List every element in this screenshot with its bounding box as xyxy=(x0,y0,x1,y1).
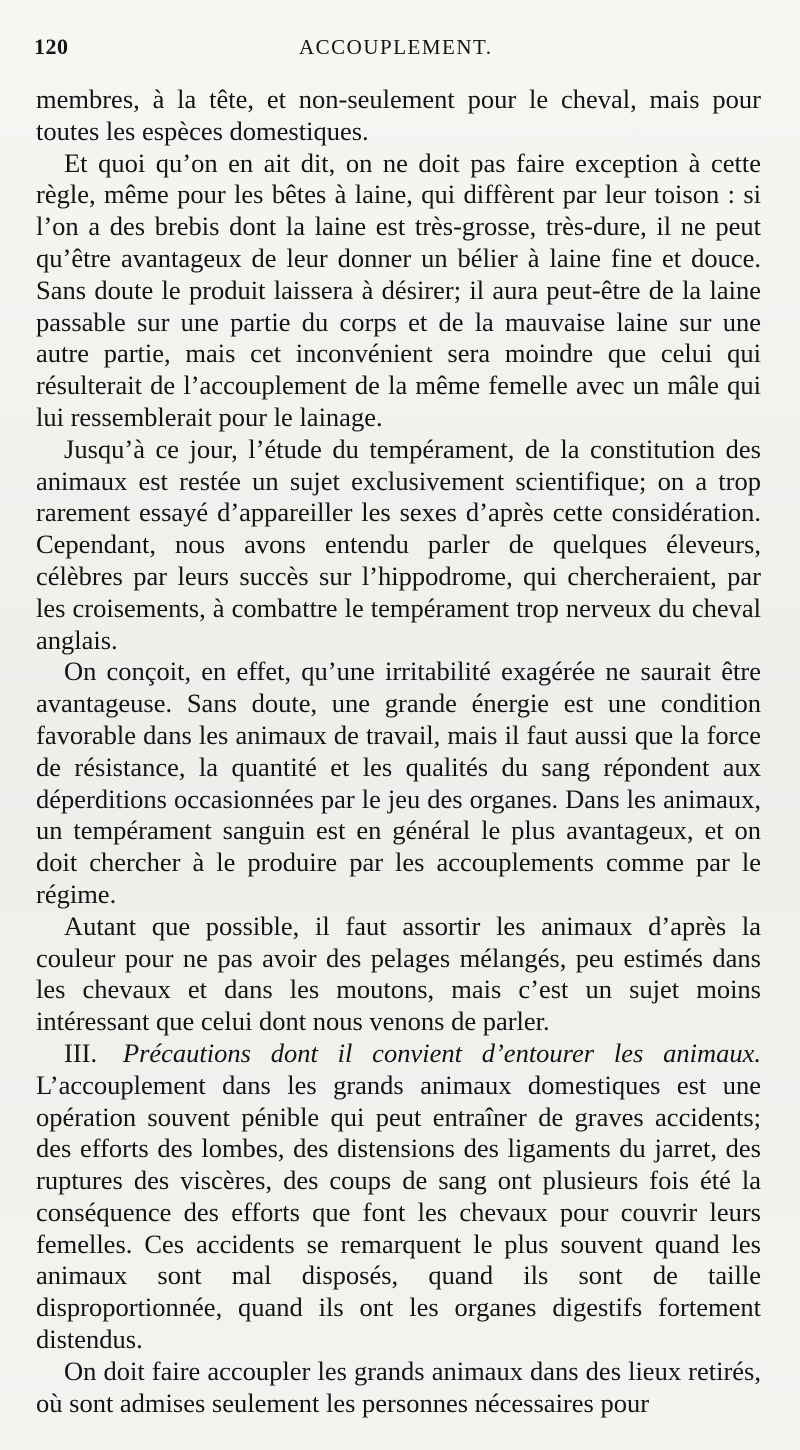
section-paragraph xyxy=(36,1038,761,1356)
paragraph: membres, à la tête, et non-seulement pour le cheval, mais pour toutes les espèces domestiques. xyxy=(36,84,761,146)
body-text xyxy=(36,84,761,1419)
section-title: Précautions dont il convient d’entourer les animaux. xyxy=(122,1037,761,1068)
section-number: III. xyxy=(64,1037,98,1068)
paragraph: Jusqu’à ce jour, l’étude du tempérament, de la constitution des animaux est restée un sujet exclusivement scientifique; on a trop rarement essayé d’appareiller les sexes d’après cette considération. Cependant, nous avons entendu parler de quelques éleveurs, célèbres par leurs succès sur l’hippodrome, qui chercheraient, par les croisements, à combattre le tempérament trop nerveux du cheval anglais. xyxy=(36,433,761,655)
section-text: L’accouplement dans les grands animaux domestiques est une opération souvent pénible qui peut entraîner de graves accidents; des efforts des lombes, des distensions des ligaments du jarret, des ruptures des viscères, des coups de sang ont plusieurs fois été la conséquence des efforts que font les chevaux pour couvrir leurs femelles. Ces accidents se remarquent le plus souvent quand les animaux sont mal disposés, quand ils sont de taille disproportionnée, quand ils ont les organes digestifs fortement distendus. xyxy=(36,1069,761,1355)
paragraph: On doit faire accoupler les grands animaux dans des lieux retirés, où sont admises seulement les personnes nécessaires pour xyxy=(36,1355,761,1418)
paragraph: Autant que possible, il faut assortir les animaux d’après la couleur pour ne pas avoir des pelages mélangés, peu estimés dans les chevaux et dans les moutons, mais c’est un sujet moins intéressant que celui dont nous venons de parler. xyxy=(36,910,761,1037)
running-head: ACCOUPLEMENT. xyxy=(299,35,493,59)
page-header xyxy=(34,34,760,64)
paragraph: On conçoit, en effet, qu’une irritabilité exagérée ne saurait être avantageuse. Sans doute, une grande énergie est une condition favorable dans les animaux de travail, mais il faut aussi que la force de résistance, la quantité et les qualités du sang répondent aux déperditions occasionnées par le jeu des organes. Dans les animaux, un tempérament sanguin est en général le plus avantageux, et on doit chercher à le produire par les accouplements comme par le régime. xyxy=(36,656,761,909)
page-number: 120 xyxy=(34,34,69,59)
paragraph: Et quoi qu’on en ait dit, on ne doit pas faire exception à cette règle, même pour les bêtes à laine, qui diffèrent par leur toison : si l’on a des brebis dont la laine est très-grosse, très-dure, il ne peut qu’être avantageux de leur donner un bélier à laine fine et douce. Sans doute le produit laissera à désirer; il aura peut-être de la laine passable sur une partie du corps et de la mauvaise laine sur une autre partie, mais cet inconvénient sera moindre que celui qui résulterait de l’accouplement de la même femelle avec un mâle qui lui ressemblerait pour le lainage. xyxy=(36,147,761,432)
